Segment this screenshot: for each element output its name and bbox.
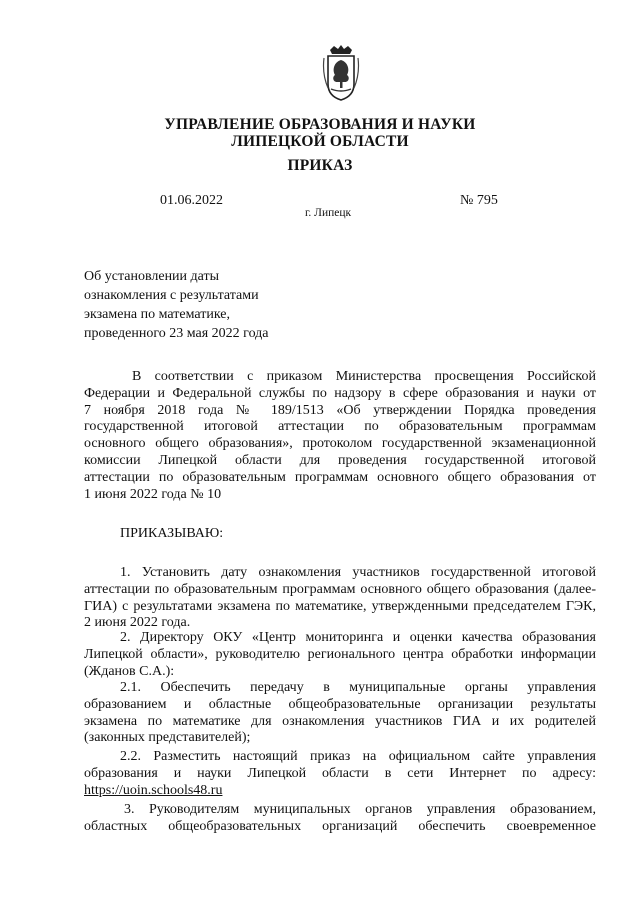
document-city: г. Липецк [305, 207, 352, 219]
item-2-2-line: образования и науки Липецкой области в сети Интернет по адресу: [84, 765, 596, 781]
item-1-paragraph [84, 565, 596, 632]
preamble-line: аттестации по образовательным программам основного общего образования от [84, 469, 596, 485]
item-2-1-line: экзамена по математике для ознакомления участников ГИА и их родителей [84, 713, 596, 729]
subject-line: ознакомления с результатами [84, 288, 259, 303]
item-1-line: 2 июня 2022 года. [84, 615, 191, 631]
item-1-line: ГИА) с результатами экзамена по математике, утвержденными председателем ГЭК, [84, 598, 596, 614]
document-type-title: ПРИКАЗ [287, 157, 353, 174]
order-word: ПРИКАЗЫВАЮ: [120, 526, 224, 541]
document-date: 01.06.2022 [160, 193, 223, 208]
item-2-line: Липецкой области», руководителю регионального центра обработки информации [84, 646, 596, 662]
item-3-line: областных общеобразовательных организаций обеспечить своевременное [84, 818, 596, 834]
item-2-1-paragraph [84, 680, 596, 747]
preamble-line: 1 июня 2022 года № 10 [84, 486, 222, 502]
item-2-paragraph [84, 630, 596, 680]
organization-name-line2: ЛИПЕЦКОЙ ОБЛАСТИ [231, 133, 409, 150]
item-2-1-line: образованием и областные общеобразовательные организации результаты [84, 696, 596, 712]
preamble-line: основного общего образования», протоколом государственной экзаменационной [84, 436, 596, 452]
subject-line: экзамена по математике, [84, 307, 230, 322]
preamble-line: Федерации и Федеральной службы по надзору в сфере образования и науки от [84, 385, 596, 401]
item-1-line: 1. Установить дату ознакомления участников государственной итоговой [120, 565, 596, 580]
item-2-2-paragraph [84, 749, 596, 799]
item-2-2-link-line [84, 783, 596, 800]
coat-of-arms-emblem [322, 44, 360, 102]
item-2-2-line: 2.2. Разместить настоящий приказ на официальном сайте управления [120, 749, 596, 764]
website-link[interactable]: https://uoin.schools48.ru [84, 782, 223, 798]
preamble-line: государственной итоговой аттестации по образовательным программам [84, 419, 596, 435]
item-2-1-line: 2.1. Обеспечить передачу в муниципальные органы управления [120, 680, 596, 695]
document-number: № 795 [460, 193, 498, 208]
preamble-line: 7 ноября 2018 года № 189/1513 «Об утверждении Порядка проведения [84, 402, 596, 418]
organization-name-line1: УПРАВЛЕНИЕ ОБРАЗОВАНИЯ И НАУКИ [164, 116, 476, 133]
preamble-line: В соответствии с приказом Министерства просвещения Российской [132, 369, 596, 384]
item-2-1-line: (законных представителей); [84, 730, 251, 746]
subject-line: проведенного 23 мая 2022 года [84, 326, 269, 341]
item-2-line: (Жданов С.А.): [84, 663, 175, 679]
item-1-line: аттестации по образовательным программам основного общего образования (далее- [84, 581, 596, 597]
preamble-paragraph [84, 369, 596, 503]
item-3-line: 3. Руководителям муниципальных органов управления образованием, [124, 802, 596, 817]
subject-line: Об установлении даты [84, 269, 220, 284]
document-subject [84, 267, 269, 343]
preamble-line: комиссии Липецкой области для проведения государственной итоговой [84, 452, 596, 468]
item-3-paragraph [84, 802, 596, 836]
item-2-line: 2. Директору ОКУ «Центр мониторинга и оценки качества образования [120, 630, 596, 645]
